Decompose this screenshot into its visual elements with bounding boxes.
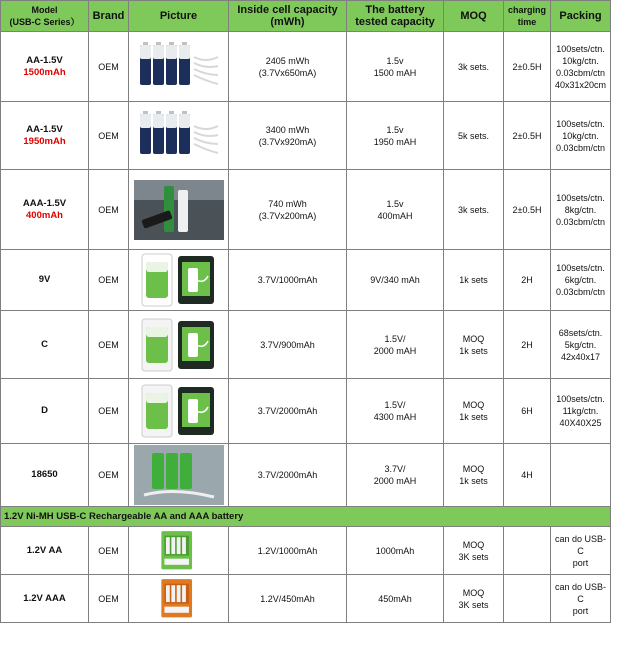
moq-cell: [444, 311, 504, 379]
brand-cell: OEM: [89, 379, 129, 444]
packing-line: 10kg/ctn.: [562, 55, 599, 66]
inside-capacity-line: 3.7V/900mAh: [260, 339, 315, 350]
model-name: C: [41, 338, 48, 350]
picture-cell: [129, 250, 229, 311]
packing-cell: [551, 444, 611, 507]
moq-line: 3K sets: [458, 551, 489, 562]
picture-cell: [129, 170, 229, 250]
packing-line: port: [572, 605, 589, 616]
moq-line: MOQ: [462, 400, 485, 410]
packing-line: can do USB-C: [554, 533, 607, 556]
tested-capacity-line: 9V/340 mAh: [370, 275, 420, 285]
moq-line: 3K sets: [458, 599, 489, 610]
packing-line: 100sets/ctn.: [556, 118, 605, 129]
inside-capacity-line: 740 mWh: [268, 198, 307, 209]
charging-time-cell: 2±0.5H: [504, 102, 551, 170]
brand-cell: OEM: [89, 311, 129, 379]
packing-line: port: [572, 557, 589, 568]
moq-cell: [444, 170, 504, 250]
picture-cell: [129, 527, 229, 575]
brand-cell: OEM: [89, 527, 129, 575]
moq-line: 3k sets.: [457, 204, 489, 215]
model-name: AAA-1.5V: [22, 197, 67, 209]
brand-cell: OEM: [89, 170, 129, 250]
moq-line: 5k sets.: [457, 130, 489, 141]
model-capacity: 1500mAh: [23, 66, 66, 78]
inside-capacity-line: (3.7Vx200mA): [258, 210, 317, 221]
inside-capacity-line: 3.7V/2000mAh: [257, 470, 318, 480]
model-cell: [1, 444, 89, 507]
header-tested-capacity: The battery tested capacity: [347, 1, 444, 32]
tested-capacity-line: 1500 mAH: [373, 67, 417, 78]
picture-cell: [129, 444, 229, 507]
model-cell: [1, 102, 89, 170]
charging-time-cell: 2H: [504, 250, 551, 311]
brand-cell: OEM: [89, 575, 129, 623]
inside-capacity-cell: 1.2V/450mAh: [229, 575, 347, 623]
inside-capacity-line: 3.7V/1000mAh: [257, 275, 318, 285]
tested-capacity-line: 1.5V/: [384, 333, 406, 344]
tested-capacity-cell: [347, 311, 444, 379]
packing-cell: [551, 379, 611, 444]
tested-capacity-line: 4300 mAH: [373, 412, 417, 422]
table-row: [1, 32, 611, 102]
packing-line: 0.03cbm/ctn: [555, 67, 606, 78]
c-battery-package-icon: [134, 315, 224, 375]
model-name: 18650: [31, 469, 58, 480]
packing-line: 0.03cbm/ctn: [555, 216, 606, 227]
18650-battery-photo-icon: [134, 445, 224, 505]
tested-capacity-line: 3.7V/: [384, 464, 406, 474]
table-row: [1, 444, 611, 507]
packing-line: 100sets/ctn.: [556, 43, 605, 54]
moq-cell: [444, 32, 504, 102]
tested-capacity-cell: [347, 379, 444, 444]
model-cell: 1.2V AAA: [1, 575, 89, 623]
packing-line: 100sets/ctn.: [556, 192, 605, 203]
model-name: AA-1.5V: [26, 123, 63, 135]
model-cell: [1, 311, 89, 379]
inside-capacity-line: (3.7Vx650mA): [258, 67, 317, 78]
tested-capacity-cell: 450mAh: [347, 575, 444, 623]
charging-time-cell: 6H: [504, 379, 551, 444]
tested-capacity-line: 1950 mAH: [373, 136, 417, 147]
header-packing: Packing: [551, 1, 611, 32]
charging-time-cell: [504, 575, 551, 623]
packing-cell: [551, 32, 611, 102]
picture-cell: [129, 575, 229, 623]
moq-cell: [444, 527, 504, 575]
packing-cell: [551, 102, 611, 170]
packing-line: 10kg/ctn.: [562, 130, 599, 141]
moq-line: 1k sets: [459, 345, 488, 356]
tested-capacity-cell: [347, 170, 444, 250]
inside-capacity-cell: [229, 311, 347, 379]
model-cell: [1, 250, 89, 311]
moq-cell: [444, 575, 504, 623]
inside-capacity-cell: [229, 32, 347, 102]
moq-cell: [444, 250, 504, 311]
aa-battery-pack-icon: [134, 37, 224, 97]
brand-cell: OEM: [89, 444, 129, 507]
table-row: [1, 170, 611, 250]
picture-cell: [129, 102, 229, 170]
moq-line: MOQ: [462, 333, 485, 344]
packing-line: 40X40X25: [559, 418, 602, 428]
inside-capacity-cell: [229, 102, 347, 170]
tested-capacity-line: 1.5v: [386, 55, 404, 66]
packing-cell: [551, 527, 611, 575]
picture-cell: [129, 311, 229, 379]
header-picture: Picture: [129, 1, 229, 32]
9v-battery-package-icon: [134, 250, 224, 310]
inside-capacity-cell: [229, 250, 347, 311]
header-charging-time: charging time: [504, 1, 551, 32]
tested-capacity-line: 1.5v: [386, 124, 404, 135]
tested-capacity-cell: 1000mAh: [347, 527, 444, 575]
tested-capacity-line: 2000 mAH: [373, 476, 417, 486]
nimh-aaa-package-icon: [134, 576, 224, 622]
model-cell: [1, 170, 89, 250]
packing-line: 42x40x17: [560, 351, 601, 362]
moq-line: MOQ: [462, 539, 485, 550]
tested-capacity-cell: [347, 444, 444, 507]
moq-cell: [444, 444, 504, 507]
packing-line: 8kg/ctn.: [564, 204, 597, 215]
header-moq: MOQ: [444, 1, 504, 32]
brand-cell: OEM: [89, 32, 129, 102]
packing-line: 100sets/ctn.: [556, 394, 605, 404]
packing-cell: [551, 575, 611, 623]
charging-time-cell: 2±0.5H: [504, 170, 551, 250]
section-row: [1, 507, 611, 527]
packing-line: 40x31x20cm: [554, 79, 607, 90]
tested-capacity-cell: [347, 32, 444, 102]
picture-cell: [129, 32, 229, 102]
nimh-aa-package-icon: [134, 528, 224, 574]
d-battery-package-icon: [134, 381, 224, 441]
model-cell: [1, 32, 89, 102]
tested-capacity-line: 2000 mAH: [373, 345, 417, 356]
packing-cell: [551, 170, 611, 250]
inside-capacity-line: 3.7V/2000mAh: [257, 406, 318, 416]
model-cell: [1, 379, 89, 444]
tested-capacity-cell: [347, 250, 444, 311]
table-row: [1, 311, 611, 379]
moq-line: 1k sets: [459, 476, 488, 486]
packing-line: 0.03cbm/ctn: [555, 142, 606, 153]
brand-cell: OEM: [89, 102, 129, 170]
charging-time-cell: 4H: [504, 444, 551, 507]
inside-capacity-cell: [229, 170, 347, 250]
packing-line: 0.03cbm/ctn: [555, 287, 606, 297]
packing-line: 11kg/ctn.: [562, 406, 599, 416]
charging-time-cell: 2±0.5H: [504, 32, 551, 102]
model-capacity: 400mAh: [26, 209, 63, 221]
charging-time-cell: [504, 527, 551, 575]
packing-line: 100sets/ctn.: [556, 263, 605, 273]
table-row: [1, 250, 611, 311]
tested-capacity-cell: [347, 102, 444, 170]
moq-line: 1k sets: [459, 412, 488, 422]
picture-cell: [129, 379, 229, 444]
inside-capacity-line: 3400 mWh: [265, 124, 310, 135]
packing-cell: [551, 250, 611, 311]
packing-cell: [551, 311, 611, 379]
model-capacity: 1950mAh: [23, 135, 66, 147]
aaa-battery-photo-icon: [134, 180, 224, 240]
model-name: D: [41, 405, 48, 416]
model-name: AA-1.5V: [26, 54, 63, 66]
header-inside-capacity: Inside cell capacity (mWh): [229, 1, 347, 32]
packing-line: can do USB-C: [554, 581, 607, 604]
table-row: [1, 379, 611, 444]
packing-line: 5kg/ctn.: [564, 339, 597, 350]
packing-line: 6kg/ctn.: [564, 275, 597, 285]
tested-capacity-line: 1.5v: [386, 198, 404, 209]
table-row: [1, 575, 611, 623]
packing-line: 68sets/ctn.: [558, 327, 603, 338]
moq-cell: [444, 102, 504, 170]
moq-line: 1k sets: [459, 275, 488, 285]
table-row: [1, 527, 611, 575]
charging-time-cell: 2H: [504, 311, 551, 379]
tested-capacity-line: 400mAH: [377, 210, 413, 221]
inside-capacity-line: (3.7Vx920mA): [258, 136, 317, 147]
moq-line: MOQ: [462, 464, 485, 474]
header-model: Model (USB-C Series）: [1, 1, 89, 32]
model-cell: 1.2V AA: [1, 527, 89, 575]
moq-line: 3k sets.: [457, 61, 489, 72]
model-name: 9V: [38, 274, 51, 285]
tested-capacity-line: 1.5V/: [384, 400, 406, 410]
inside-capacity-cell: 1.2V/1000mAh: [229, 527, 347, 575]
inside-capacity-cell: [229, 379, 347, 444]
moq-line: MOQ: [462, 587, 485, 598]
brand-cell: OEM: [89, 250, 129, 311]
header-brand: Brand: [89, 1, 129, 32]
table-row: [1, 102, 611, 170]
inside-capacity-cell: [229, 444, 347, 507]
section-title: 1.2V Ni-MH USB-C Rechargeable AA and AAA battery: [1, 507, 611, 527]
aa-battery-pack-icon: [134, 106, 224, 166]
inside-capacity-line: 2405 mWh: [265, 55, 310, 66]
moq-cell: [444, 379, 504, 444]
